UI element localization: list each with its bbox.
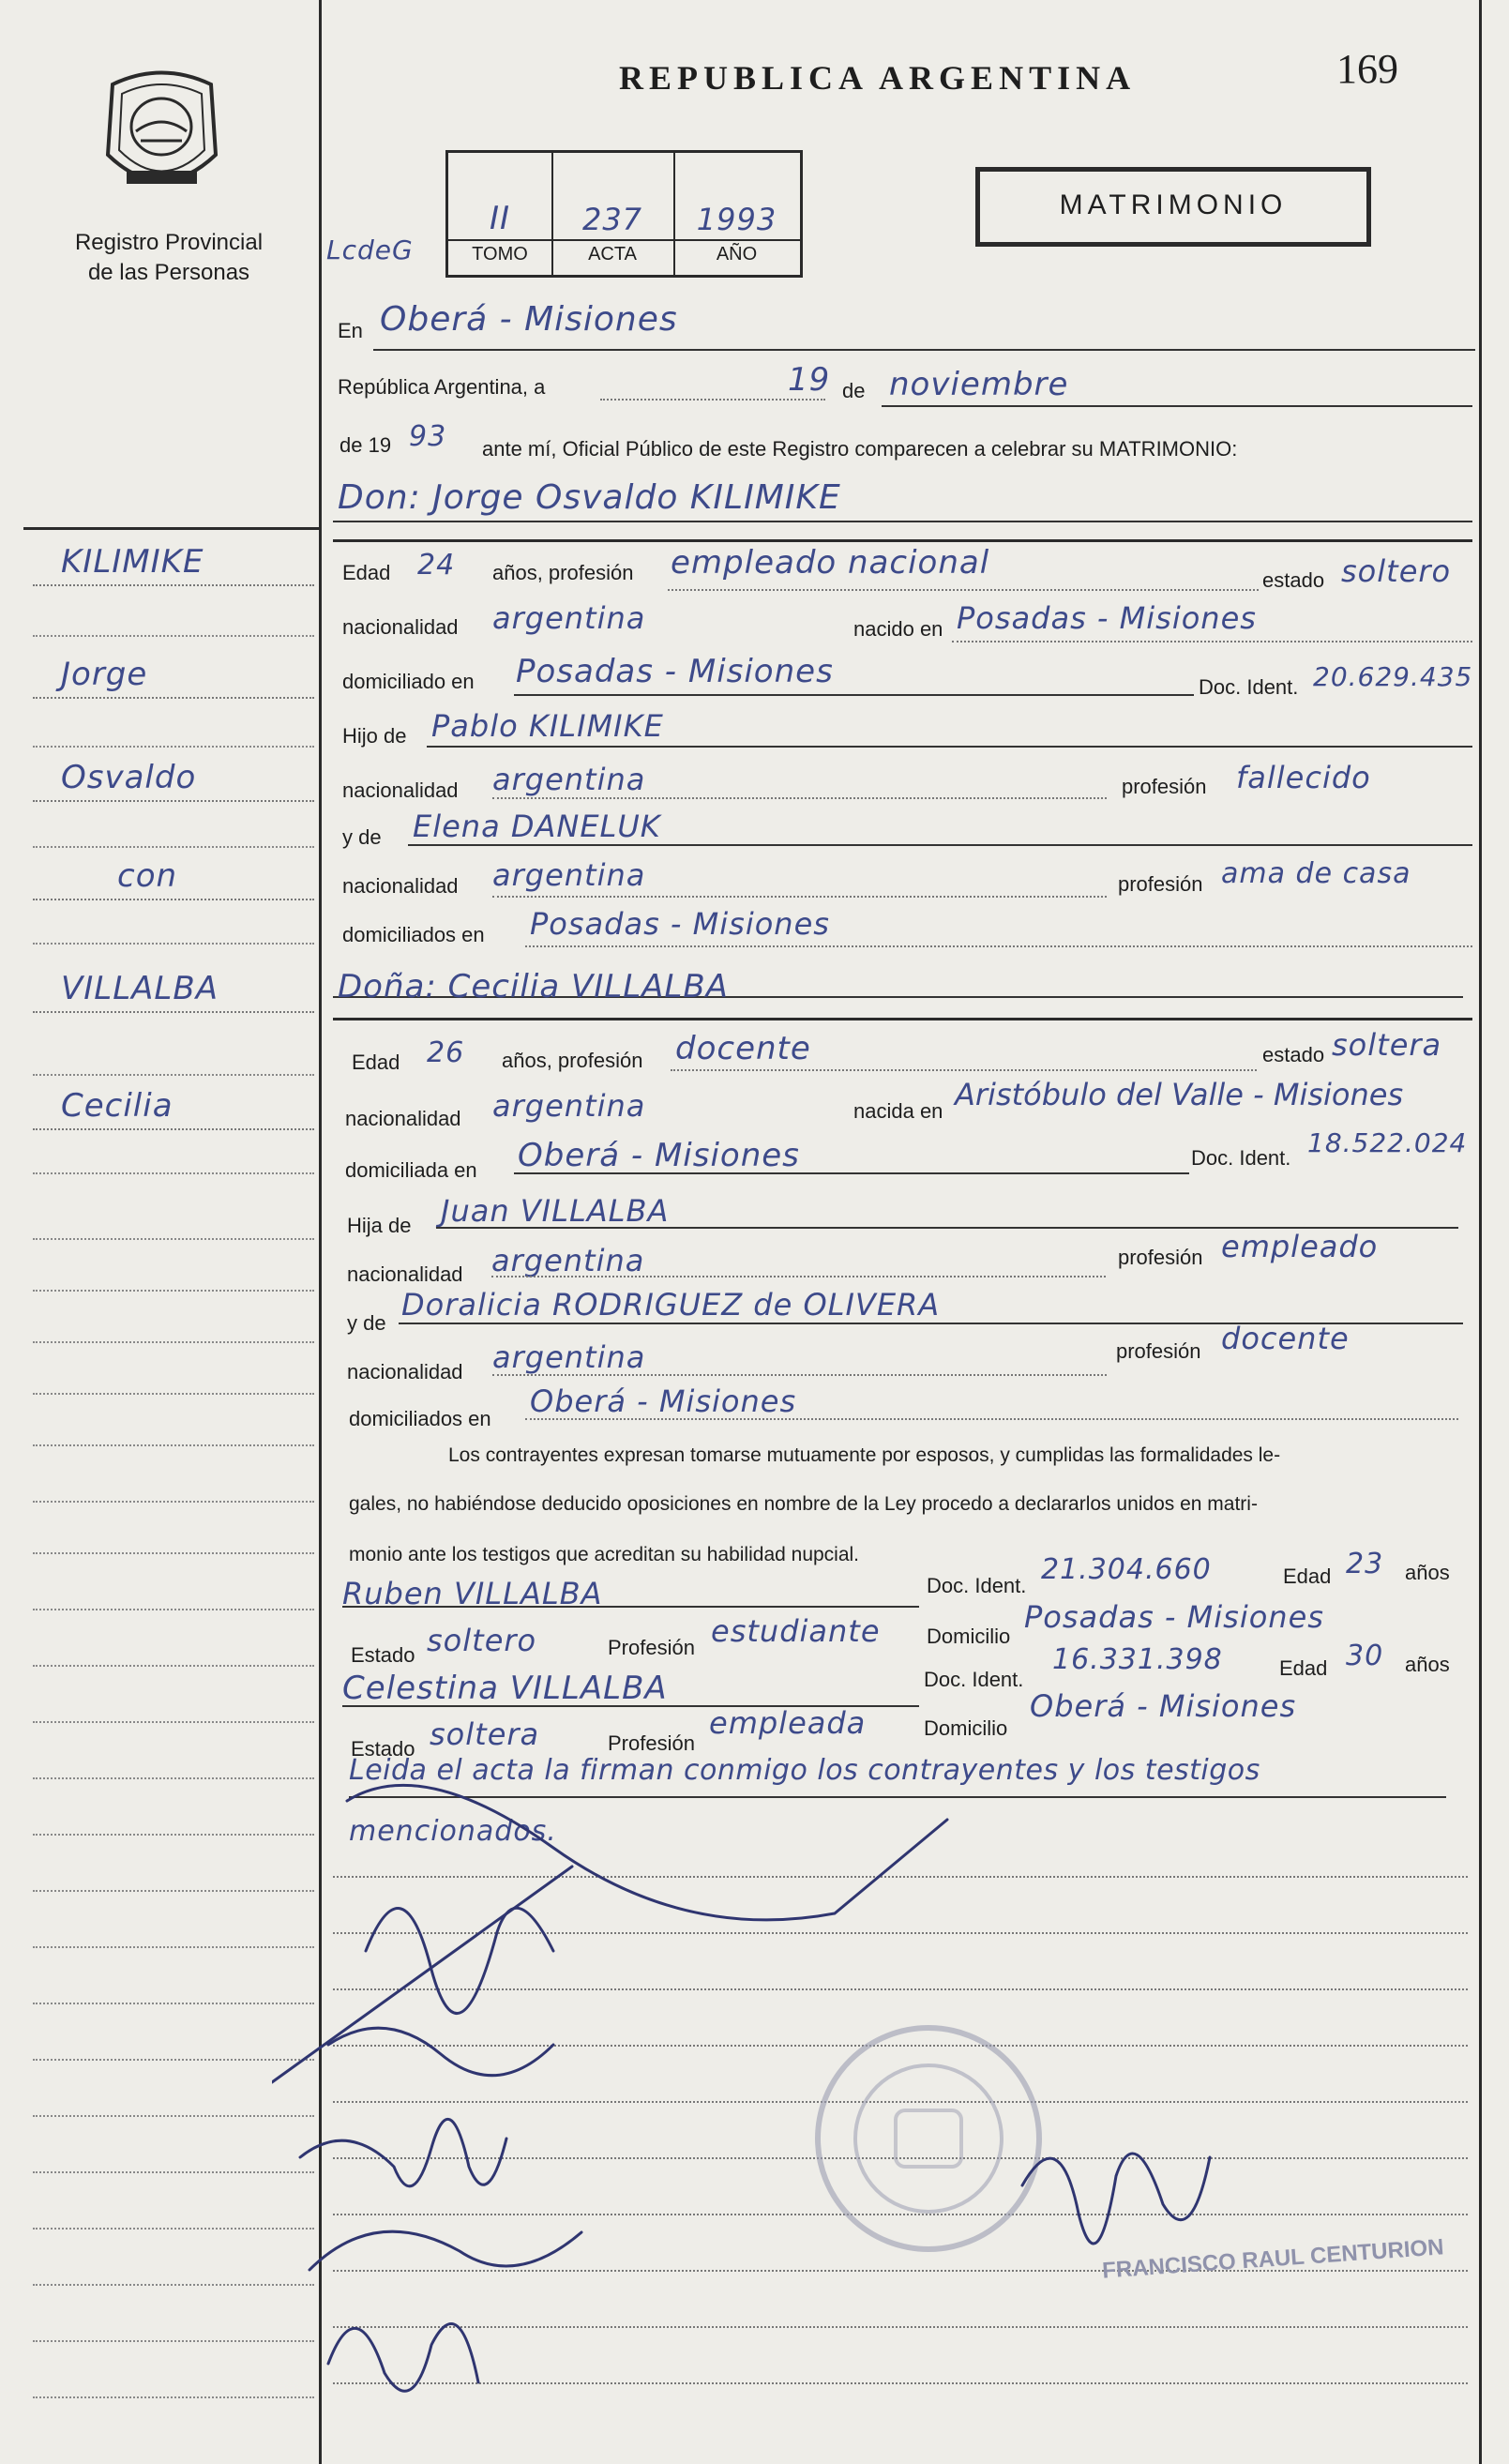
margin-blank-line bbox=[33, 1393, 314, 1395]
margin-note-firstname-bride bbox=[33, 1083, 314, 1130]
bride-parents-domicile-label: domiciliados en bbox=[349, 1407, 491, 1430]
bride-mother-nationality-label: nacionalidad bbox=[347, 1360, 463, 1383]
groom-doc: 20.629.435 bbox=[1313, 661, 1473, 692]
witness1-status: soltero bbox=[427, 1623, 537, 1658]
groom-mother-nationality-label: nacionalidad bbox=[342, 874, 459, 898]
margin-blank-line bbox=[33, 1552, 314, 1554]
appearance-statement: ante mí, Oficial Público de este Registro comparecen a celebrar su MATRIMONIO: bbox=[482, 437, 1238, 461]
bride-age: 26 bbox=[427, 1036, 465, 1069]
date-day: 19 bbox=[788, 361, 831, 399]
witness2-domicile-label: Domicilio bbox=[924, 1716, 1008, 1740]
groom-father-nationality: argentina bbox=[492, 762, 646, 797]
groom-parents-dom-line bbox=[525, 945, 1472, 947]
margin-note-surname-bride bbox=[33, 966, 314, 1013]
witness2-status-label: Estado bbox=[351, 1737, 415, 1761]
margin-blank-line bbox=[33, 1609, 314, 1610]
margin-blank-line bbox=[33, 1501, 314, 1503]
bride-status: soltera bbox=[1332, 1027, 1442, 1063]
right-margin-line bbox=[1479, 0, 1482, 2464]
margin-blank-line bbox=[33, 1238, 314, 1240]
groom-nationality: argentina bbox=[492, 600, 646, 636]
witness1-name: Ruben VILLALBA bbox=[342, 1576, 603, 1611]
groom-section-rule bbox=[333, 539, 1472, 542]
margin-blank-line bbox=[33, 1290, 314, 1292]
bride-doc-label: Doc. Ident. bbox=[1191, 1146, 1291, 1170]
groom-mother-label: y de bbox=[342, 825, 382, 849]
witness1-age: 23 bbox=[1346, 1548, 1384, 1580]
margin-blank-line bbox=[33, 1074, 314, 1076]
witness1-domicile-label: Domicilio bbox=[927, 1625, 1011, 1648]
bride-father: Juan VILLALBA bbox=[441, 1193, 670, 1229]
month-line bbox=[882, 405, 1472, 407]
witness1-years-label: años bbox=[1405, 1561, 1450, 1584]
bride-domicile-label: domiciliada en bbox=[345, 1158, 477, 1182]
day-line bbox=[600, 399, 825, 401]
witness1-doc-label: Doc. Ident. bbox=[927, 1574, 1027, 1597]
declaration-line3: monio ante los testigos que acreditan su habilidad nupcial. bbox=[349, 1544, 860, 1565]
sidebar-top-rule bbox=[23, 527, 319, 530]
bride-birthplace-label: nacida en bbox=[853, 1099, 943, 1123]
bride-parents-domicile: Oberá - Misiones bbox=[530, 1383, 797, 1419]
bride-father-nationality: argentina bbox=[491, 1243, 645, 1278]
bride-parents-dom-line bbox=[525, 1418, 1458, 1420]
groom-age: 24 bbox=[417, 549, 456, 582]
acta-label: ACTA bbox=[588, 244, 637, 265]
record-type-box bbox=[975, 167, 1371, 247]
groom-status-label: estado bbox=[1262, 568, 1325, 592]
country-date-label: República Argentina, a bbox=[338, 375, 546, 399]
groom-birthplace-label: nacido en bbox=[853, 617, 943, 641]
margin-blank-line bbox=[33, 1172, 314, 1174]
margin-blank-line bbox=[33, 943, 314, 945]
witness1-status-label: Estado bbox=[351, 1643, 415, 1667]
groom-father-nat-line bbox=[492, 797, 1107, 799]
margin-blank-line bbox=[33, 1665, 314, 1667]
groom-birthplace-line bbox=[952, 641, 1472, 642]
witness2-status: soltera bbox=[430, 1716, 540, 1752]
declaration-line1: Los contrayentes expresan tomarse mutuamente por esposos, y cumplidas las formalidades le- bbox=[448, 1444, 1281, 1466]
groom-age-label: Edad bbox=[342, 561, 391, 584]
groom-doc-label: Doc. Ident. bbox=[1199, 675, 1299, 699]
groom-profession: empleado nacional bbox=[671, 544, 990, 582]
witness2-age: 30 bbox=[1346, 1640, 1384, 1672]
margin-blank-line bbox=[33, 846, 314, 848]
bride-nationality: argentina bbox=[492, 1088, 646, 1124]
witness2-age-label: Edad bbox=[1279, 1656, 1328, 1680]
ano-value: 1993 bbox=[696, 202, 777, 237]
bride-profession-label: años, profesión bbox=[502, 1049, 643, 1072]
year-prefix: de 19 bbox=[340, 433, 392, 457]
bride-nationality-label: nacionalidad bbox=[345, 1107, 461, 1130]
place-line bbox=[373, 349, 1475, 351]
ano-label: AÑO bbox=[716, 244, 758, 265]
registry-name-line2: de las Personas bbox=[87, 260, 250, 285]
margin-blank-line bbox=[33, 1341, 314, 1343]
margin-note-middlename-groom bbox=[33, 755, 314, 802]
bride-mother-profession: docente bbox=[1221, 1321, 1350, 1356]
groom-parents-domicile: Posadas - Misiones bbox=[530, 906, 830, 942]
groom-birthplace: Posadas - Misiones bbox=[957, 600, 1257, 636]
registry-name-line1: Registro Provincial bbox=[74, 230, 264, 255]
margin-note-surname-groom bbox=[33, 539, 314, 586]
groom-mother-line bbox=[408, 844, 1472, 846]
witness2-doc-label: Doc. Ident. bbox=[924, 1668, 1024, 1691]
date-month: noviembre bbox=[889, 366, 1069, 403]
bride-age-label: Edad bbox=[352, 1051, 400, 1074]
record-type-label: MATRIMONIO bbox=[1059, 189, 1288, 220]
groom-domicile-line bbox=[514, 694, 1194, 696]
margin-note-firstname-groom bbox=[33, 652, 314, 699]
groom-father: Pablo KILIMIKE bbox=[431, 708, 664, 744]
bride-mother-nat-line bbox=[492, 1374, 1107, 1376]
record-number-box bbox=[445, 150, 803, 278]
bride-birthplace: Aristóbulo del Valle - Misiones bbox=[955, 1077, 1404, 1112]
witness1-age-label: Edad bbox=[1283, 1565, 1332, 1588]
groom-mother-nat-line bbox=[492, 896, 1107, 898]
groom-mother: Elena DANELUK bbox=[413, 809, 661, 844]
bride-domicile-line bbox=[514, 1172, 1189, 1174]
witness2-doc: 16.331.398 bbox=[1052, 1643, 1223, 1676]
acta-value: 237 bbox=[581, 202, 643, 237]
page-number: 169 bbox=[1336, 46, 1398, 92]
groom-parents-domicile-label: domiciliados en bbox=[342, 923, 485, 946]
margin-note-text: con bbox=[117, 857, 178, 895]
declaration-line2: gales, no habiéndose deducido oposiciones en nombre de la Ley procedo a declararlos unidos en matri- bbox=[349, 1493, 1258, 1515]
groom-father-profession: fallecido bbox=[1236, 760, 1371, 795]
bride-mother-nationality: argentina bbox=[492, 1339, 646, 1375]
groom-mother-nationality: argentina bbox=[492, 857, 646, 893]
witness1-doc: 21.304.660 bbox=[1041, 1553, 1212, 1586]
bride-mother-profession-label: profesión bbox=[1116, 1339, 1201, 1363]
witness1-profession-label: Profesión bbox=[608, 1636, 695, 1659]
ledger-note: LcdeG bbox=[326, 234, 414, 265]
groom-domicile-label: domiciliado en bbox=[342, 670, 475, 693]
witness1-profession: estudiante bbox=[711, 1613, 881, 1649]
provincial-seal bbox=[98, 66, 225, 206]
witness1-domicile: Posadas - Misiones bbox=[1024, 1599, 1324, 1635]
bride-father-nationality-label: nacionalidad bbox=[347, 1262, 463, 1286]
bride-profession: docente bbox=[675, 1030, 811, 1067]
groom-mother-profession: ama de casa bbox=[1221, 857, 1411, 890]
groom-name: Don: Jorge Osvaldo KILIMIKE bbox=[338, 478, 841, 517]
margin-note-con bbox=[33, 854, 314, 900]
bride-profession-line bbox=[671, 1069, 1257, 1071]
bride-father-profession-label: profesión bbox=[1118, 1246, 1203, 1269]
margin-blank-line bbox=[33, 1444, 314, 1446]
margin-note-text: Cecilia bbox=[61, 1087, 174, 1125]
witness2-profession-label: Profesión bbox=[608, 1731, 695, 1755]
box-inner-rule bbox=[448, 239, 800, 241]
bride-mother: Doralicia RODRIGUEZ de OLIVERA bbox=[401, 1287, 941, 1323]
bride-domicile: Oberá - Misiones bbox=[518, 1137, 800, 1174]
witness2-profession: empleada bbox=[709, 1705, 867, 1741]
groom-domicile: Posadas - Misiones bbox=[516, 653, 834, 690]
margin-blank-line bbox=[33, 746, 314, 748]
groom-mother-profession-label: profesión bbox=[1118, 872, 1203, 896]
year-suffix: 93 bbox=[409, 420, 447, 453]
bride-status-label: estado bbox=[1262, 1043, 1325, 1066]
date-de-label: de bbox=[842, 379, 866, 402]
bride-name: Doña: Cecilia VILLALBA bbox=[338, 968, 729, 1005]
witness2-domicile: Oberá - Misiones bbox=[1030, 1688, 1297, 1724]
place-label: En bbox=[338, 319, 363, 342]
bride-mother-label: y de bbox=[347, 1311, 386, 1335]
groom-father-label: Hijo de bbox=[342, 724, 407, 748]
place-city: Oberá - Misiones bbox=[380, 300, 678, 339]
tomo-value: II bbox=[489, 200, 511, 237]
witness2-name: Celestina VILLALBA bbox=[342, 1670, 668, 1707]
bride-father-profession: empleado bbox=[1221, 1229, 1379, 1264]
bride-doc: 18.522.024 bbox=[1307, 1127, 1468, 1158]
groom-nationality-label: nacionalidad bbox=[342, 615, 459, 639]
margin-note-text: Osvaldo bbox=[61, 759, 197, 796]
groom-status: soltero bbox=[1341, 553, 1452, 589]
groom-father-nationality-label: nacionalidad bbox=[342, 779, 459, 802]
margin-note-text: Jorge bbox=[61, 656, 148, 693]
closing-line2: mencionados. bbox=[349, 1815, 557, 1848]
signatures bbox=[272, 1763, 1472, 2457]
bride-section-rule bbox=[333, 1018, 1472, 1020]
groom-profession-label: años, profesión bbox=[492, 561, 634, 584]
closing-line1: Leida el acta la firman conmigo los contrayentes y los testigos bbox=[349, 1754, 1260, 1787]
groom-father-line bbox=[427, 746, 1472, 748]
groom-father-profession-label: profesión bbox=[1122, 775, 1207, 798]
margin-note-text: VILLALBA bbox=[61, 970, 219, 1007]
margin-blank-line bbox=[33, 1721, 314, 1723]
margin-note-text: KILIMIKE bbox=[61, 543, 204, 581]
groom-profession-line bbox=[668, 589, 1259, 591]
official-name-stamp: FRANCISCO RAUL CENTURION bbox=[1101, 2234, 1445, 2284]
margin-blank-line bbox=[33, 635, 314, 637]
witness2-years-label: años bbox=[1405, 1653, 1450, 1676]
tomo-label: TOMO bbox=[472, 244, 528, 265]
bride-father-label: Hija de bbox=[347, 1214, 412, 1237]
bride-father-nat-line bbox=[491, 1276, 1106, 1277]
witness1-name-line bbox=[342, 1606, 919, 1608]
country-heading: REPUBLICA ARGENTINA bbox=[619, 59, 1137, 97]
groom-name-line bbox=[333, 521, 1472, 522]
